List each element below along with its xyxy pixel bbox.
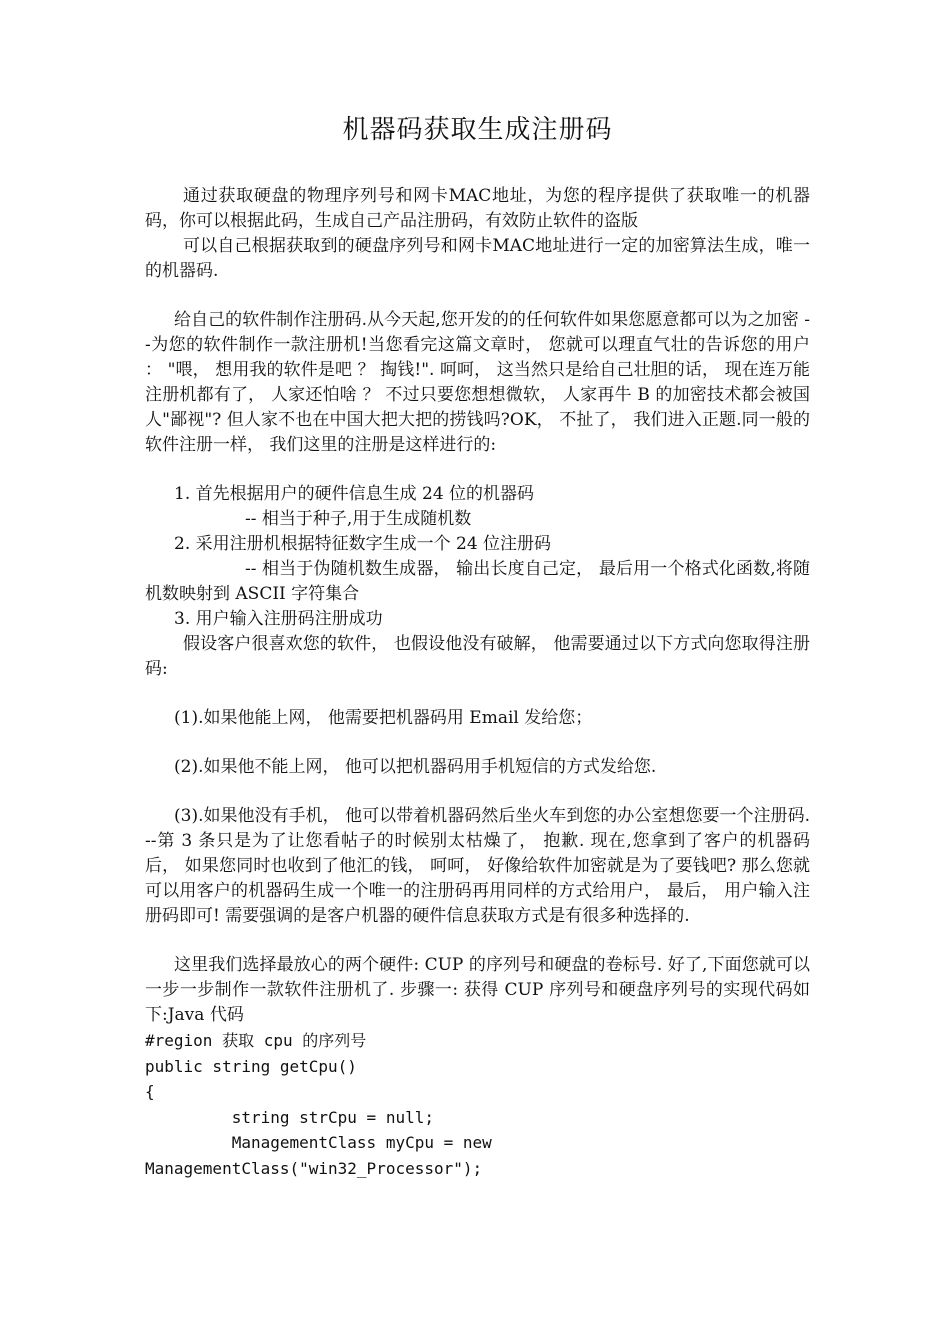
- list-item: 2. 采用注册机根据特征数字生成一个 24 位注册码: [174, 534, 552, 554]
- page-title: 机器码获取生成注册码: [342, 115, 613, 145]
- spacer: [145, 682, 810, 706]
- option-item: (2).如果他不能上网， 他可以把机器码用手机短信的方式发给您.: [174, 757, 657, 777]
- list-sub-item: -- 相当于伪随机数生成器， 输出长度自己定， 最后用一个格式化函数,将随机数映射到 ASCII 字符集合: [145, 559, 810, 604]
- document-page: [145, 110, 861, 1181]
- code-line: {: [145, 1082, 155, 1101]
- paragraph-intro: 通过获取硬盘的物理序列号和网卡MAC地址，为您的程序提供了获取唯一的机器码，你可以根据此码，生成自己产品注册码，有效防止软件的盗版: [145, 186, 810, 231]
- paragraph-intro-2: 可以自己根据获取到的硬盘序列号和网卡MAC地址进行一定的加密算法生成，唯一的机器码.: [145, 236, 810, 281]
- code-line: #region 获取 cpu 的序列号: [145, 1031, 367, 1050]
- spacer: [145, 780, 810, 804]
- list-item: 1. 首先根据用户的硬件信息生成 24 位的机器码: [174, 484, 535, 504]
- code-line: string strCpu = null;: [145, 1107, 434, 1127]
- option-item: (3).如果他没有手机， 他可以带着机器码然后坐火车到您的办公室想您要一个注册码. --第 3 条只是为了让您看帖子的时候别太枯燥了， 抱歉. 现在,您拿到了客户的机器码后， 如果您同时也收到了他汇的钱， 呵呵， 好像给软件加密就是为了要钱吧? 那么您就可以用客户的机器码生成一个唯一的注册码再用同样的方式给用户， 最后， 用户输入注册码即可! 需要强调的是客户机器的硬件信息获取方式是有很多种选择的.: [145, 806, 861, 926]
- spacer: [145, 284, 810, 308]
- spacer: [145, 929, 810, 953]
- list-item: 3. 用户输入注册码注册成功: [174, 609, 383, 629]
- code-line: ManagementClass myCpu = new: [145, 1133, 492, 1152]
- paragraph-register-intro: 给自己的软件制作注册码.从今天起,您开发的的任何软件如果您愿意都可以为之加密 --为您的软件制作一款注册机!当您看完这篇文章时， 您就可以理直气壮的告诉您的用户 ： "喂， 想用我的软件是吧 ？ 掏钱!". 呵呵， 这当然只是给自己壮胆的话， 现在连万能注册机都有了， 人家还怕啥 ？ 不过只要您想想微软， 人家再牛 B 的加密技术都会被国人"鄙视"? 但人家不也在中国大把大把的捞钱吗?OK， 不扯了， 我们进入正题.同一般的软件注册一样， 我们这里的注册是这样进行的:: [145, 310, 810, 455]
- code-line: public string getCpu(): [145, 1056, 357, 1076]
- code-line: ManagementClass("win32_Processor");: [145, 1158, 483, 1178]
- spacer: [145, 731, 810, 755]
- list-sub-item: -- 相当于种子,用于生成随机数: [245, 509, 472, 529]
- spacer: [145, 458, 810, 482]
- paragraph-assumption: 假设客户很喜欢您的软件， 也假设他没有破解， 他需要通过以下方式向您取得注册码:: [145, 634, 810, 679]
- option-item: (1).如果他能上网， 他需要把机器码用 Email 发给您；: [174, 708, 593, 728]
- paragraph-hardware: 这里我们选择最放心的两个硬件: CUP 的序列号和硬盘的卷标号. 好了,下面您就可以一步一步制作一款软件注册机了. 步骤一: 获得 CUP 序列号和硬盘序列号的实现代码如下:Java 代码: [145, 955, 810, 1025]
